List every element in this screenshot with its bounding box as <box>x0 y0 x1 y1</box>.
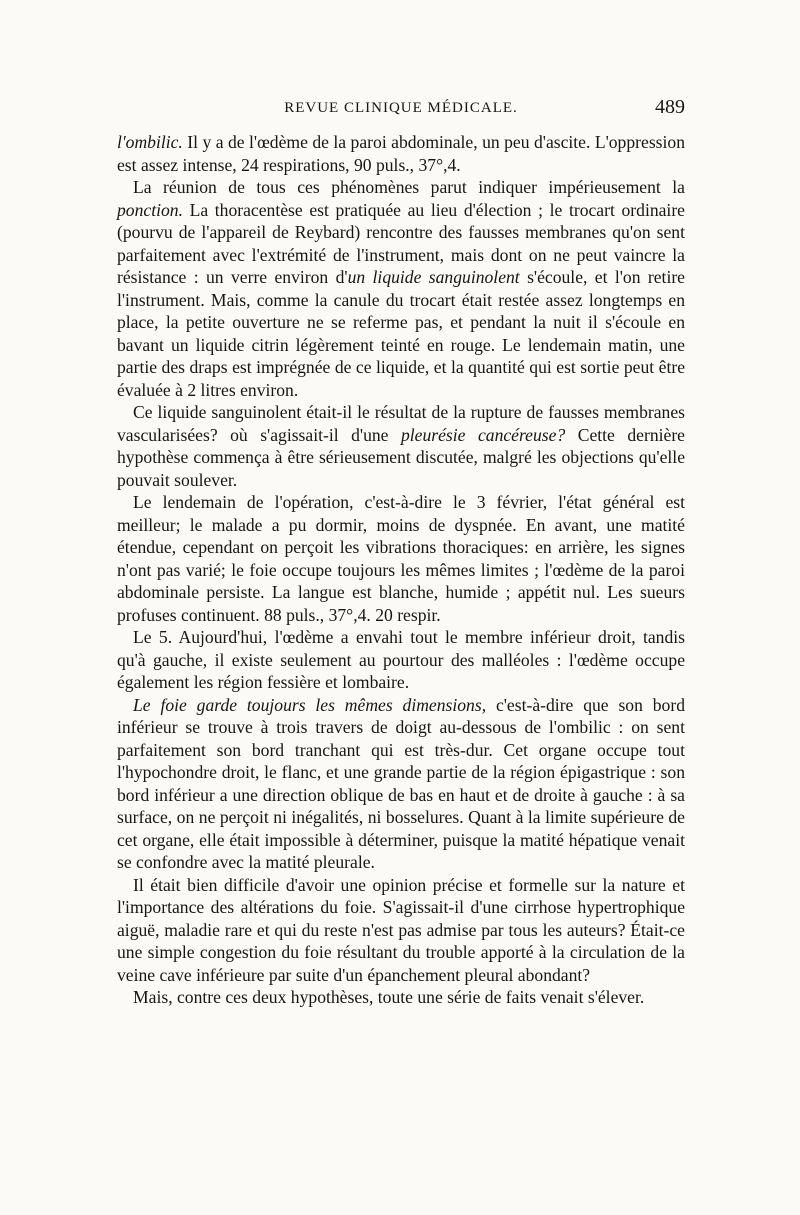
text-run: Il était bien difficile d'avoir une opinion précise et formelle sur la nature et l'importance des altérations du foie. S'agissait-il d'une cirrhose hypertrophique aiguë, maladie rare et qui du reste n'est pas admise par tous les auteurs? Était-ce une simple congestion du foie résultant du trouble apporté à la circulation de la veine cave inférieure par suite d'un épanchement pleural abondant? <box>117 874 685 985</box>
text-run: s'écoule, et l'on retire l'instrument. Mais, comme la canule du trocart était restée assez longtemps en place, la petite ouverture ne se referme pas, et pendant la nuit il s'écoule en bavant un liquide citrin légèrement teinté en rouge. Le lendemain matin, une partie des draps est imprégnée de ce liquide, et la quantité qui est sortie peut être évaluée à 2 litres environ. <box>117 267 685 400</box>
body-text <box>117 131 685 1009</box>
text-run: Mais, contre ces deux hypothèses, toute une série de faits venait s'élever. <box>133 987 645 1007</box>
italic-text: un liquide sanguinolent <box>347 267 520 287</box>
paragraph <box>117 176 685 401</box>
running-head <box>117 96 685 126</box>
italic-text: pleurésie cancéreuse? <box>400 424 566 445</box>
text-run: Le lendemain de l'opération, c'est-à-dire le 3 février, l'état général est meilleur; le malade a pu dormir, moins de dyspnée. En avant, une matité étendue, cependant on perçoit les vibrations thoraciques: en arrière, les signes n'ont pas varié; le foie occupe toujours les mêmes limites ; l'œdème de la paroi abdominale persiste. La langue est blanche, humide ; appétit nul. Les sueurs profuses continuent. 88 puls., 37°,4. 20 respir. <box>117 492 685 625</box>
italic-text: Le foie garde toujours les mêmes dimensions, <box>133 694 487 715</box>
paragraph <box>117 694 685 874</box>
running-title: REVUE CLINIQUE MÉDICALE. <box>284 100 518 116</box>
italic-text: l'ombilic. <box>117 132 183 152</box>
text-run: La thoracentèse est pratiquée au lieu d'élection ; le trocart ordinaire (pourvu de l'appareil de Reybard) rencontre des fausses membranes qu'on sent parfaitement avec l'extrémité de l'instrument, mais dont on ne peut vaincre la résistance : un verre environ d' <box>117 199 685 287</box>
text-run: Cette dernière hypothèse commença à être sérieusement discutée, malgré les objections qu'elle pouvait soulever. <box>117 424 685 490</box>
text-run: Le 5. Aujourd'hui, l'œdème a envahi tout le membre inférieur droit, tandis qu'à gauche, il existe seulement au pourtour des malléoles : l'œdème occupe également les région fessière et lombaire. <box>117 627 685 692</box>
page-number: 489 <box>655 96 685 118</box>
paragraph <box>117 986 685 1009</box>
paragraph <box>117 874 685 987</box>
paragraph <box>117 401 685 491</box>
paragraph <box>117 131 685 176</box>
italic-text: ponction. <box>117 199 183 220</box>
text-run: Il y a de l'œdème de la paroi abdominale, un peu d'ascite. L'oppression est assez intense, 24 respirations, 90 puls., 37°,4. <box>117 132 685 175</box>
paragraph <box>117 626 685 694</box>
text-run: La réunion de tous ces phénomènes parut indiquer impérieusement la <box>133 177 685 197</box>
text-run: Ce liquide sanguinolent était-il le résultat de la rupture de fausses membranes vascularisées? où s'agissait-il d'une <box>117 402 685 445</box>
paragraph <box>117 491 685 626</box>
text-run: c'est-à-dire que son bord inférieur se trouve à trois travers de doigt au-dessous de l'ombilic : on sent parfaitement son bord tranchant qui est très-dur. Cet organe occupe tout l'hypochondre droit, le flanc, et une grande partie de la région épigastrique : son bord inférieur a une direction oblique de bas en haut et de droite à gauche : à sa surface, on ne perçoit ni inégalités, ni bosselures. Quant à la limite supérieure de cet organe, elle était impossible à déterminer, puisque la matité hépatique venait se confondre avec la matité pleurale. <box>117 694 685 872</box>
